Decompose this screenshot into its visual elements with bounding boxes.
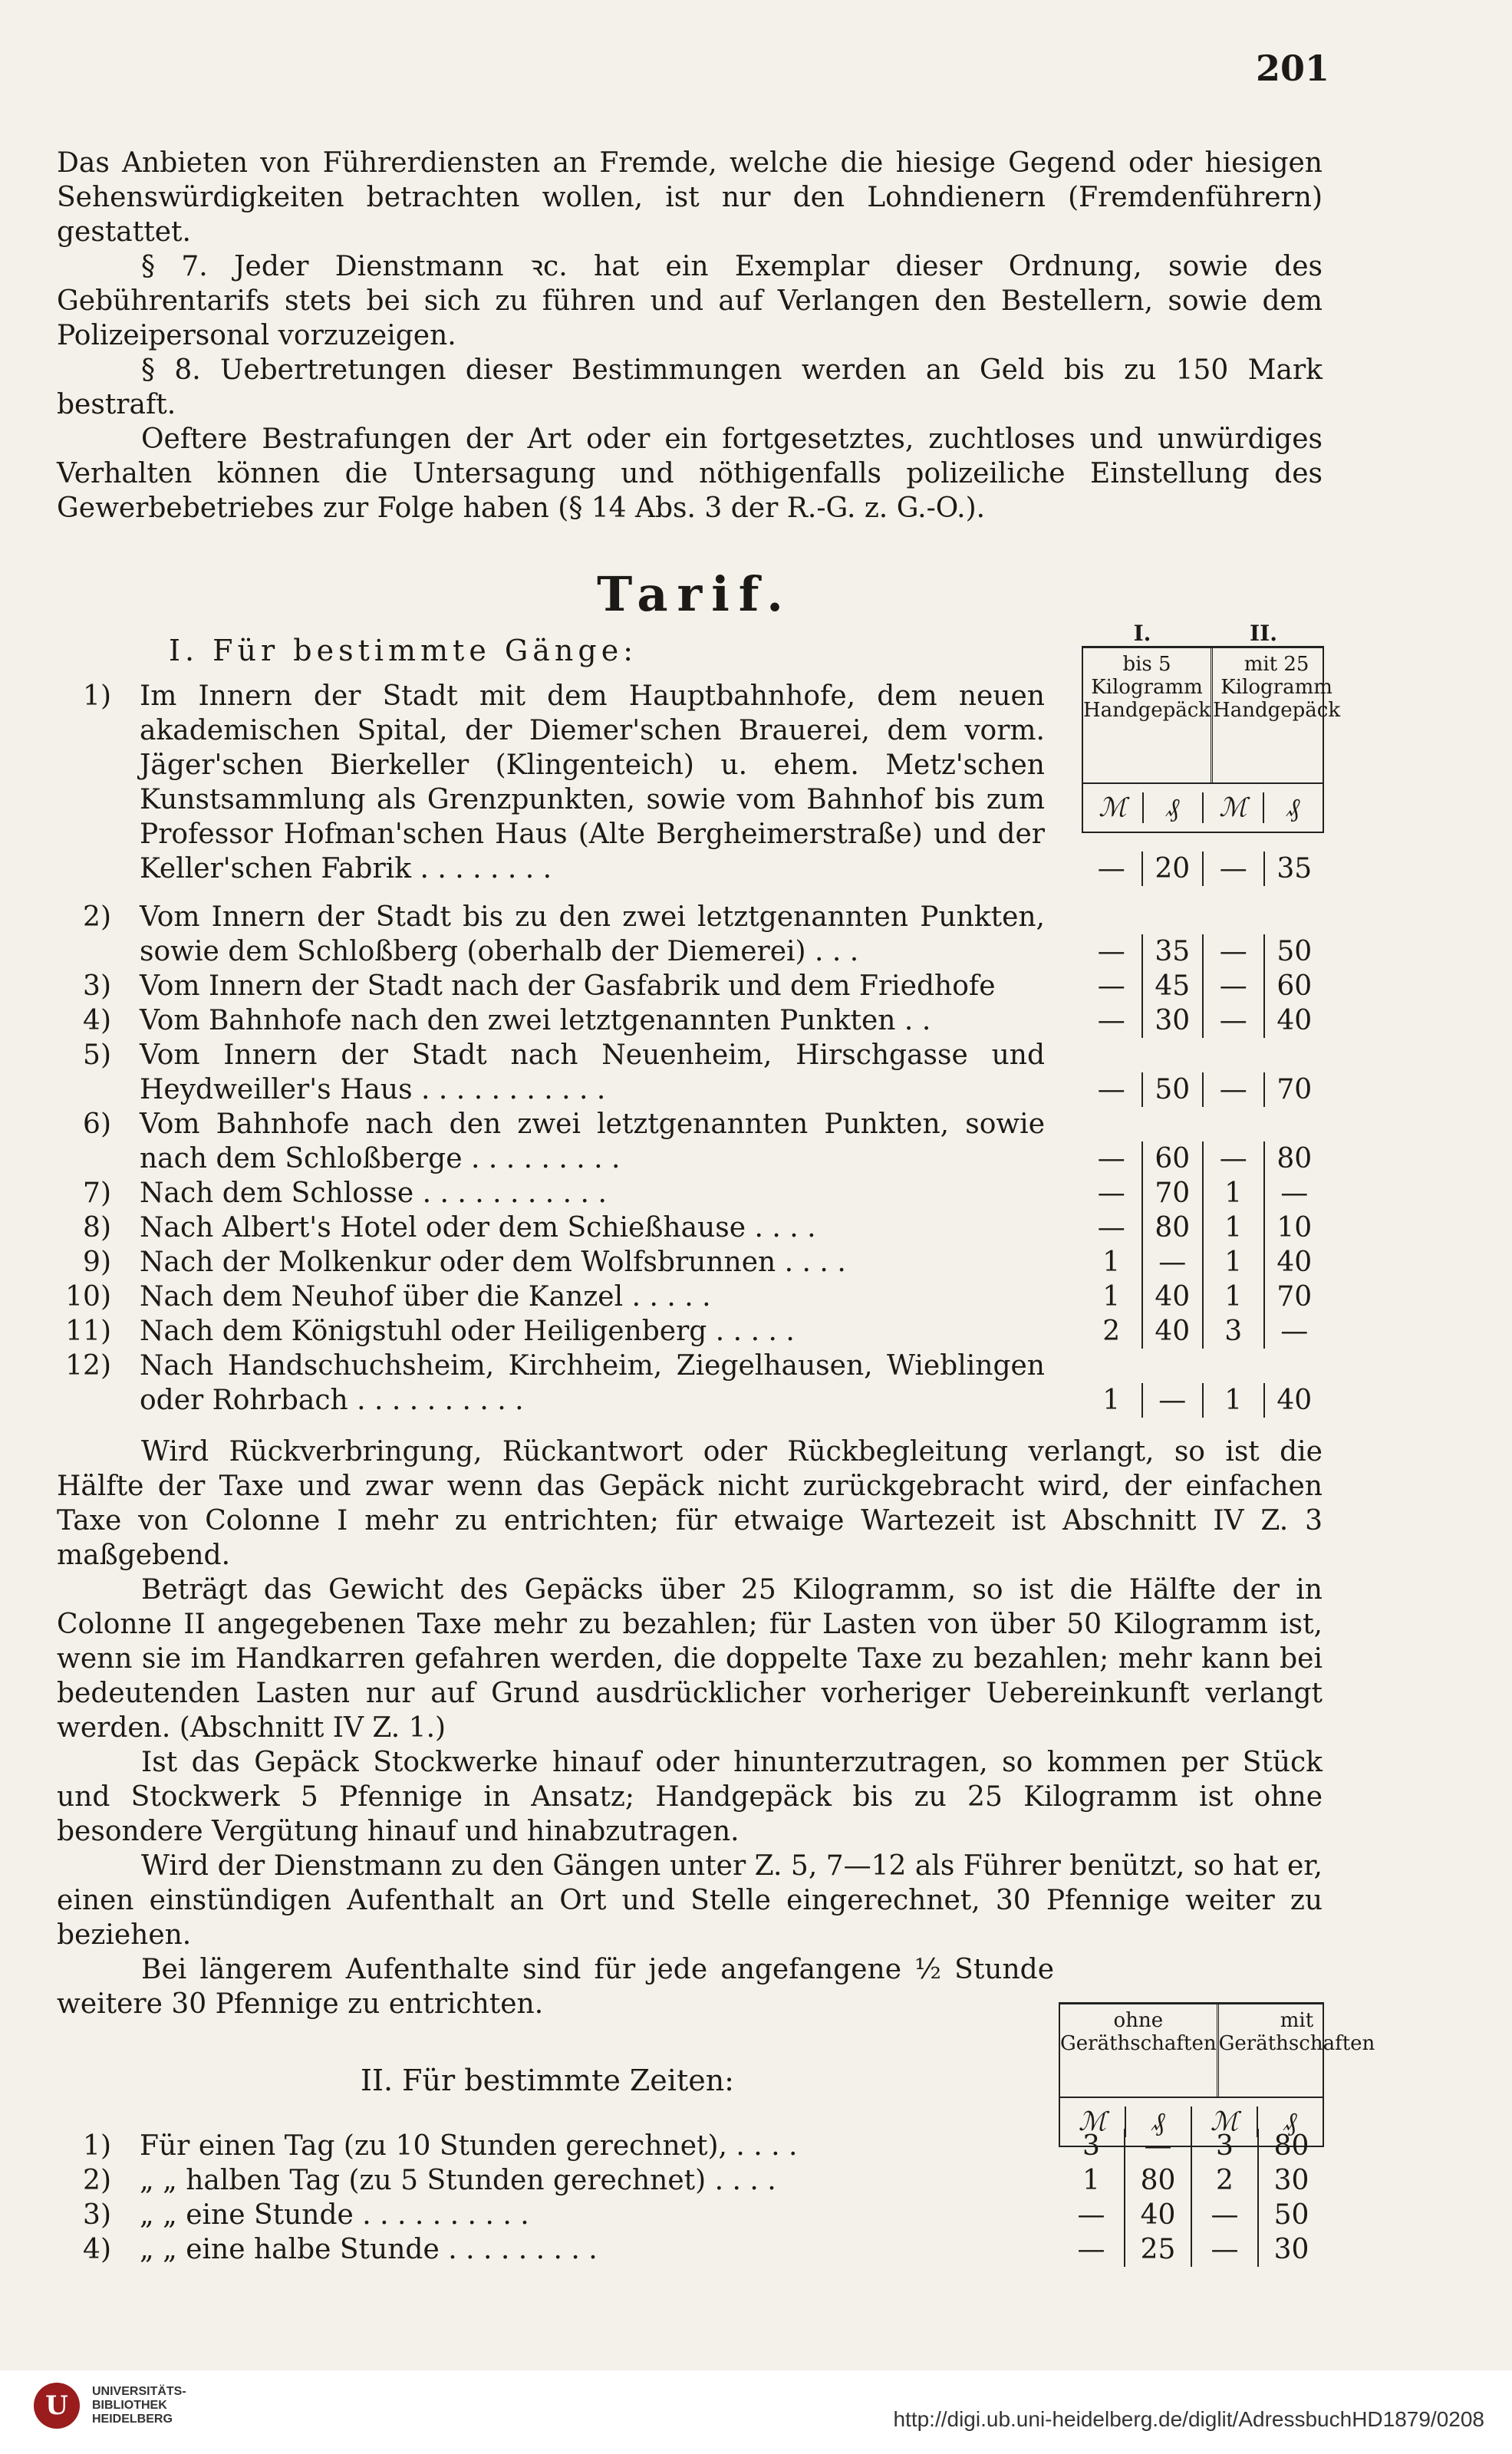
price-cell: 1 (1082, 1245, 1143, 1280)
price-cell: 40 (1125, 2198, 1192, 2232)
row-description: Vom Innern der Stadt nach Neuenheim, Hirschgasse und Heydweiller's Haus . . . . . . . . . . . (140, 1039, 1045, 1105)
price-cell: — (1192, 2198, 1259, 2232)
price-cell: — (1204, 969, 1265, 1003)
price-cell: 80 (1125, 2163, 1192, 2198)
price-cell: 30 (1273, 2234, 1309, 2265)
unit-mark: ℳ (1060, 2106, 1126, 2137)
price-cell: 40 (1143, 1314, 1204, 1349)
row-description: Nach der Molkenkur oder dem Wolfsbrunnen . . . . (140, 1247, 846, 1278)
section-2-heading: II. Für bestimmte Zeiten: (361, 2064, 734, 2097)
price-cell: — (1082, 934, 1143, 969)
row-prices (1082, 851, 1324, 886)
column-number-2: II. (1250, 621, 1277, 646)
page-number: 201 (1255, 48, 1329, 89)
row-number: 6) (83, 1108, 111, 1140)
column-header-light: bis 5 Kilogramm Handgepäck (1083, 648, 1213, 782)
longer-stay-paragraph: Bei längerem Aufenthalte sind für jede angefangene ½ Stunde weitere 30 Pfennige zu entrichten. (57, 1954, 1054, 2020)
price-cell: — (1125, 2129, 1192, 2163)
library-logo[interactable] (34, 2383, 186, 2429)
price-cell: 70 (1276, 1074, 1313, 1105)
row-description: Nach Albert's Hotel oder dem Schießhause . . . . (140, 1212, 816, 1243)
row-number: 11) (65, 1316, 111, 1347)
price-cell: 3 (1059, 2129, 1125, 2163)
weight-paragraph: Beträgt das Gewicht des Gepäcks über 25 Kilogramm, so ist die Hälfte der in Colonne II angegebenen Taxe mehr zu bezahlen; für Lasten von über 50 Kilogramm ist, wenn sie im Handkarren gefahren werden, die doppelte Taxe zu bezahlen; mehr kann bei bedeutenden Lasten nur auf Grund ausdrücklicher vorheriger Uebereinkunft verlangt werden. (Abschnitt IV Z. 1.) (57, 1574, 1323, 1744)
price-cell: 30 (1273, 2165, 1309, 2196)
logo-line: UNIVERSITÄTS- (92, 2385, 186, 2398)
row-prices (1082, 1072, 1324, 1107)
row-description: „ „ halben Tag (zu 5 Stunden gerechnet) . . . . (140, 2165, 776, 2196)
column-number-1: I. (1133, 621, 1151, 646)
row-description: Vom Bahnhofe nach den zwei letztgenannten Punkten . . (140, 1005, 931, 1036)
price-cell: 50 (1143, 1072, 1204, 1107)
price-cell: 35 (1276, 853, 1313, 884)
price-cell: — (1204, 1003, 1265, 1038)
row-description: Nach Handschuchsheim, Kirchheim, Ziegelhausen, Wieblingen oder Rohrbach . . . . . . . . . . (140, 1350, 1045, 1416)
penalties-paragraph: Oeftere Bestrafungen der Art oder ein fortgesetztes, zuchtloses und unwürdiges Verhalten können die Untersagung und nöthigenfalls polizeiliche Einstellung des Gewerbebetriebes zur Folge haben (§ 14 Abs. 3 der R.-G. z. G.-O.). (57, 423, 1323, 524)
price-cell: — (1204, 851, 1265, 886)
row-prices (1059, 2163, 1324, 2198)
row-prices (1082, 1211, 1324, 1245)
row-description: „ „ eine Stunde . . . . . . . . . . (140, 2199, 529, 2231)
price-cell: 80 (1276, 1143, 1313, 1174)
price-cell: 1 (1204, 1176, 1265, 1211)
price-cell: 10 (1276, 1212, 1313, 1243)
price-cell: — (1280, 1178, 1309, 1209)
unit-pfennig: ₰ (1126, 2106, 1192, 2137)
row-number: 1) (83, 680, 111, 712)
logo-line: HEIDELBERG (92, 2413, 173, 2426)
price-cell: 45 (1143, 969, 1204, 1003)
price-cell: 1 (1204, 1383, 1265, 1418)
price-cell: 20 (1143, 851, 1204, 886)
stairs-paragraph: Ist das Gepäck Stockwerke hinauf oder hinunterzutragen, so kommen per Stück und Stockwerk 5 Pfennige in Ansatz; Handgepäck bis zu 25 Kilogramm ist ohne besondere Vergütung hinauf und hinabzutragen. (57, 1747, 1323, 1847)
column-header-with-tools: mit Geräthschaften (1218, 2009, 1375, 2055)
source-url-link[interactable]: http://digi.ub.uni-heidelberg.de/diglit/AdressbuchHD1879/0208 (893, 2407, 1484, 2431)
row-description: Nach dem Neuhof über die Kanzel . . . . . (140, 1281, 711, 1313)
section-7-paragraph: § 7. Jeder Dienstmann ꝛc. hat ein Exemplar dieser Ordnung, sowie des Gebührentarifs stets bei sich zu führen und auf Verlangen den Bestellern, sowie dem Polizeipersonal vorzuzeigen. (57, 251, 1323, 351)
price-cell: 30 (1143, 1003, 1204, 1038)
row-number: 3) (83, 970, 111, 1002)
guide-paragraph: Wird der Dienstmann zu den Gängen unter Z. 5, 7—12 als Führer benützt, so hat er, einen einstündigen Aufenthalt an Ort und Stelle eingerechnet, 30 Pfennige weiter zu beziehen. (57, 1850, 1323, 1951)
price-cell: — (1204, 1072, 1265, 1107)
price-cell: 2 (1082, 1314, 1143, 1349)
price-cell: — (1059, 2198, 1125, 2232)
row-prices (1059, 2129, 1324, 2163)
unit-mark: ℳ (1192, 2106, 1258, 2137)
row-prices (1082, 1280, 1324, 1314)
price-cell: 1 (1204, 1280, 1265, 1314)
row-number: 9) (83, 1247, 111, 1278)
row-description: Vom Innern der Stadt bis zu den zwei letztgenannten Punkten, sowie dem Schloßberg (oberhalb der Diemerei) . . . (140, 901, 1045, 967)
price-cell: 60 (1276, 970, 1313, 1002)
row-prices (1082, 1003, 1324, 1038)
logo-line: BIBLIOTHEK (92, 2399, 167, 2412)
column-header-without-tools: ohne Geräthschaften (1060, 2004, 1219, 2097)
price-cell: 40 (1276, 1005, 1313, 1036)
row-description: Vom Innern der Stadt nach der Gasfabrik und dem Friedhofe (140, 970, 996, 1002)
row-description: Vom Bahnhofe nach den zwei letztgenannten Punkten, sowie nach dem Schloßberge . . . . . . . . . (140, 1108, 1045, 1174)
row-prices (1059, 2232, 1324, 2267)
return-paragraph: Wird Rückverbringung, Rückantwort oder Rückbegleitung verlangt, so ist die Hälfte der Taxe und zwar wenn das Gepäck nicht zurückgebracht wird, der einfachen Taxe von Colonne I mehr zu entrichten; für etwaige Wartezeit ist Abschnitt IV Z. 3 maßgebend. (57, 1436, 1323, 1571)
price-cell: 1 (1204, 1211, 1265, 1245)
price-cell: — (1082, 1003, 1143, 1038)
price-cell: 80 (1273, 2130, 1309, 2162)
price-cell: 3 (1204, 1314, 1265, 1349)
price-cell: — (1192, 2232, 1259, 2267)
price-cell: 35 (1143, 934, 1204, 969)
row-description: Für einen Tag (zu 10 Stunden gerechnet), . . . . (140, 2130, 798, 2162)
column-header-heavy: mit 25 Kilogramm Handgepäck (1213, 653, 1341, 722)
row-number: 4) (83, 2234, 111, 2265)
unit-pfennig: ₰ (1286, 792, 1300, 823)
price-cell: — (1059, 2232, 1125, 2267)
row-number: 10) (65, 1281, 111, 1313)
row-description: Nach dem Schlosse . . . . . . . . . . . (140, 1178, 607, 1209)
price-cell: 1 (1204, 1245, 1265, 1280)
row-prices (1082, 934, 1324, 969)
row-description: Nach dem Königstuhl oder Heiligenberg . . . . . (140, 1316, 795, 1347)
unit-pfennig: ₰ (1283, 2106, 1297, 2137)
price-cell: 70 (1143, 1176, 1204, 1211)
price-cell: — (1204, 1141, 1265, 1176)
row-number: 5) (83, 1039, 111, 1071)
price-cell: 1 (1082, 1383, 1143, 1418)
row-description: Im Innern der Stadt mit dem Hauptbahnhofe, dem neuen akademischen Spital, der Diemer'schen Brauerei, dem vorm. Jäger'schen Bierkeller (Klingenteich) u. ehem. Metz'schen Kunstsammlung als Grenzpunkten, sowie vom Bahnhof bis zum Professor Hofman'schen Haus (Alte Bergheimerstraße) und der Keller'schen Fabrik . . . . . . . . (140, 680, 1045, 884)
unit-pfennig: ₰ (1144, 792, 1204, 823)
price-cell: — (1143, 1383, 1204, 1418)
row-number: 4) (83, 1005, 111, 1036)
row-number: 7) (83, 1178, 111, 1209)
unit-mark: ℳ (1204, 792, 1264, 823)
section-8-paragraph: § 8. Uebertretungen dieser Bestimmungen werden an Geld bis zu 150 Mark bestraft. (57, 354, 1323, 420)
price-cell: — (1143, 1245, 1204, 1280)
row-prices (1082, 1383, 1324, 1418)
row-number: 12) (65, 1350, 111, 1382)
intro-paragraph: Das Anbieten von Führerdiensten an Fremde, welche die hiesige Gegend oder hiesigen Sehenswürdigkeiten betrachten wollen, ist nur den Lohndienern (Fremdenführern) gestattet. (57, 147, 1323, 248)
row-prices (1082, 1314, 1324, 1349)
price-cell: 60 (1143, 1141, 1204, 1176)
footer-bar (0, 2370, 1512, 2454)
row-number: 2) (83, 2165, 111, 2196)
row-prices (1059, 2198, 1324, 2232)
row-prices (1082, 1245, 1324, 1280)
price-cell: 3 (1192, 2129, 1259, 2163)
row-prices (1082, 1176, 1324, 1211)
price-cell: — (1082, 1176, 1143, 1211)
price-cell: 70 (1276, 1281, 1313, 1313)
price-cell: — (1082, 969, 1143, 1003)
row-number: 8) (83, 1212, 111, 1243)
price-cell: — (1082, 1141, 1143, 1176)
row-number: 1) (83, 2130, 111, 2162)
price-cell: — (1082, 1072, 1143, 1107)
price-cell: — (1280, 1316, 1309, 1347)
price-cell: 80 (1143, 1211, 1204, 1245)
tariff-table-1-header (1082, 620, 1341, 833)
price-cell: 2 (1192, 2163, 1259, 2198)
price-cell: 50 (1276, 936, 1313, 967)
price-cell: — (1082, 851, 1143, 886)
price-cell: — (1082, 1211, 1143, 1245)
price-cell: 40 (1143, 1280, 1204, 1314)
unit-mark: ℳ (1083, 792, 1144, 823)
price-cell: 1 (1082, 1280, 1143, 1314)
price-cell: 50 (1273, 2199, 1309, 2231)
price-cell: 40 (1276, 1247, 1313, 1278)
library-seal-icon: U (34, 2383, 80, 2429)
price-cell: — (1204, 934, 1265, 969)
row-prices (1082, 969, 1324, 1003)
price-cell: 40 (1276, 1385, 1313, 1416)
price-cell: 1 (1059, 2163, 1125, 2198)
row-number: 2) (83, 901, 111, 933)
row-description: „ „ eine halbe Stunde . . . . . . . . . (140, 2234, 598, 2265)
row-prices (1082, 1141, 1324, 1176)
price-cell: 25 (1125, 2232, 1192, 2267)
row-number: 3) (83, 2199, 111, 2231)
section-1-heading: I. Für bestimmte Gänge: (169, 634, 637, 667)
tarif-heading: Tarif. (597, 566, 792, 622)
tariff-table-2-header (1059, 2002, 1375, 2147)
